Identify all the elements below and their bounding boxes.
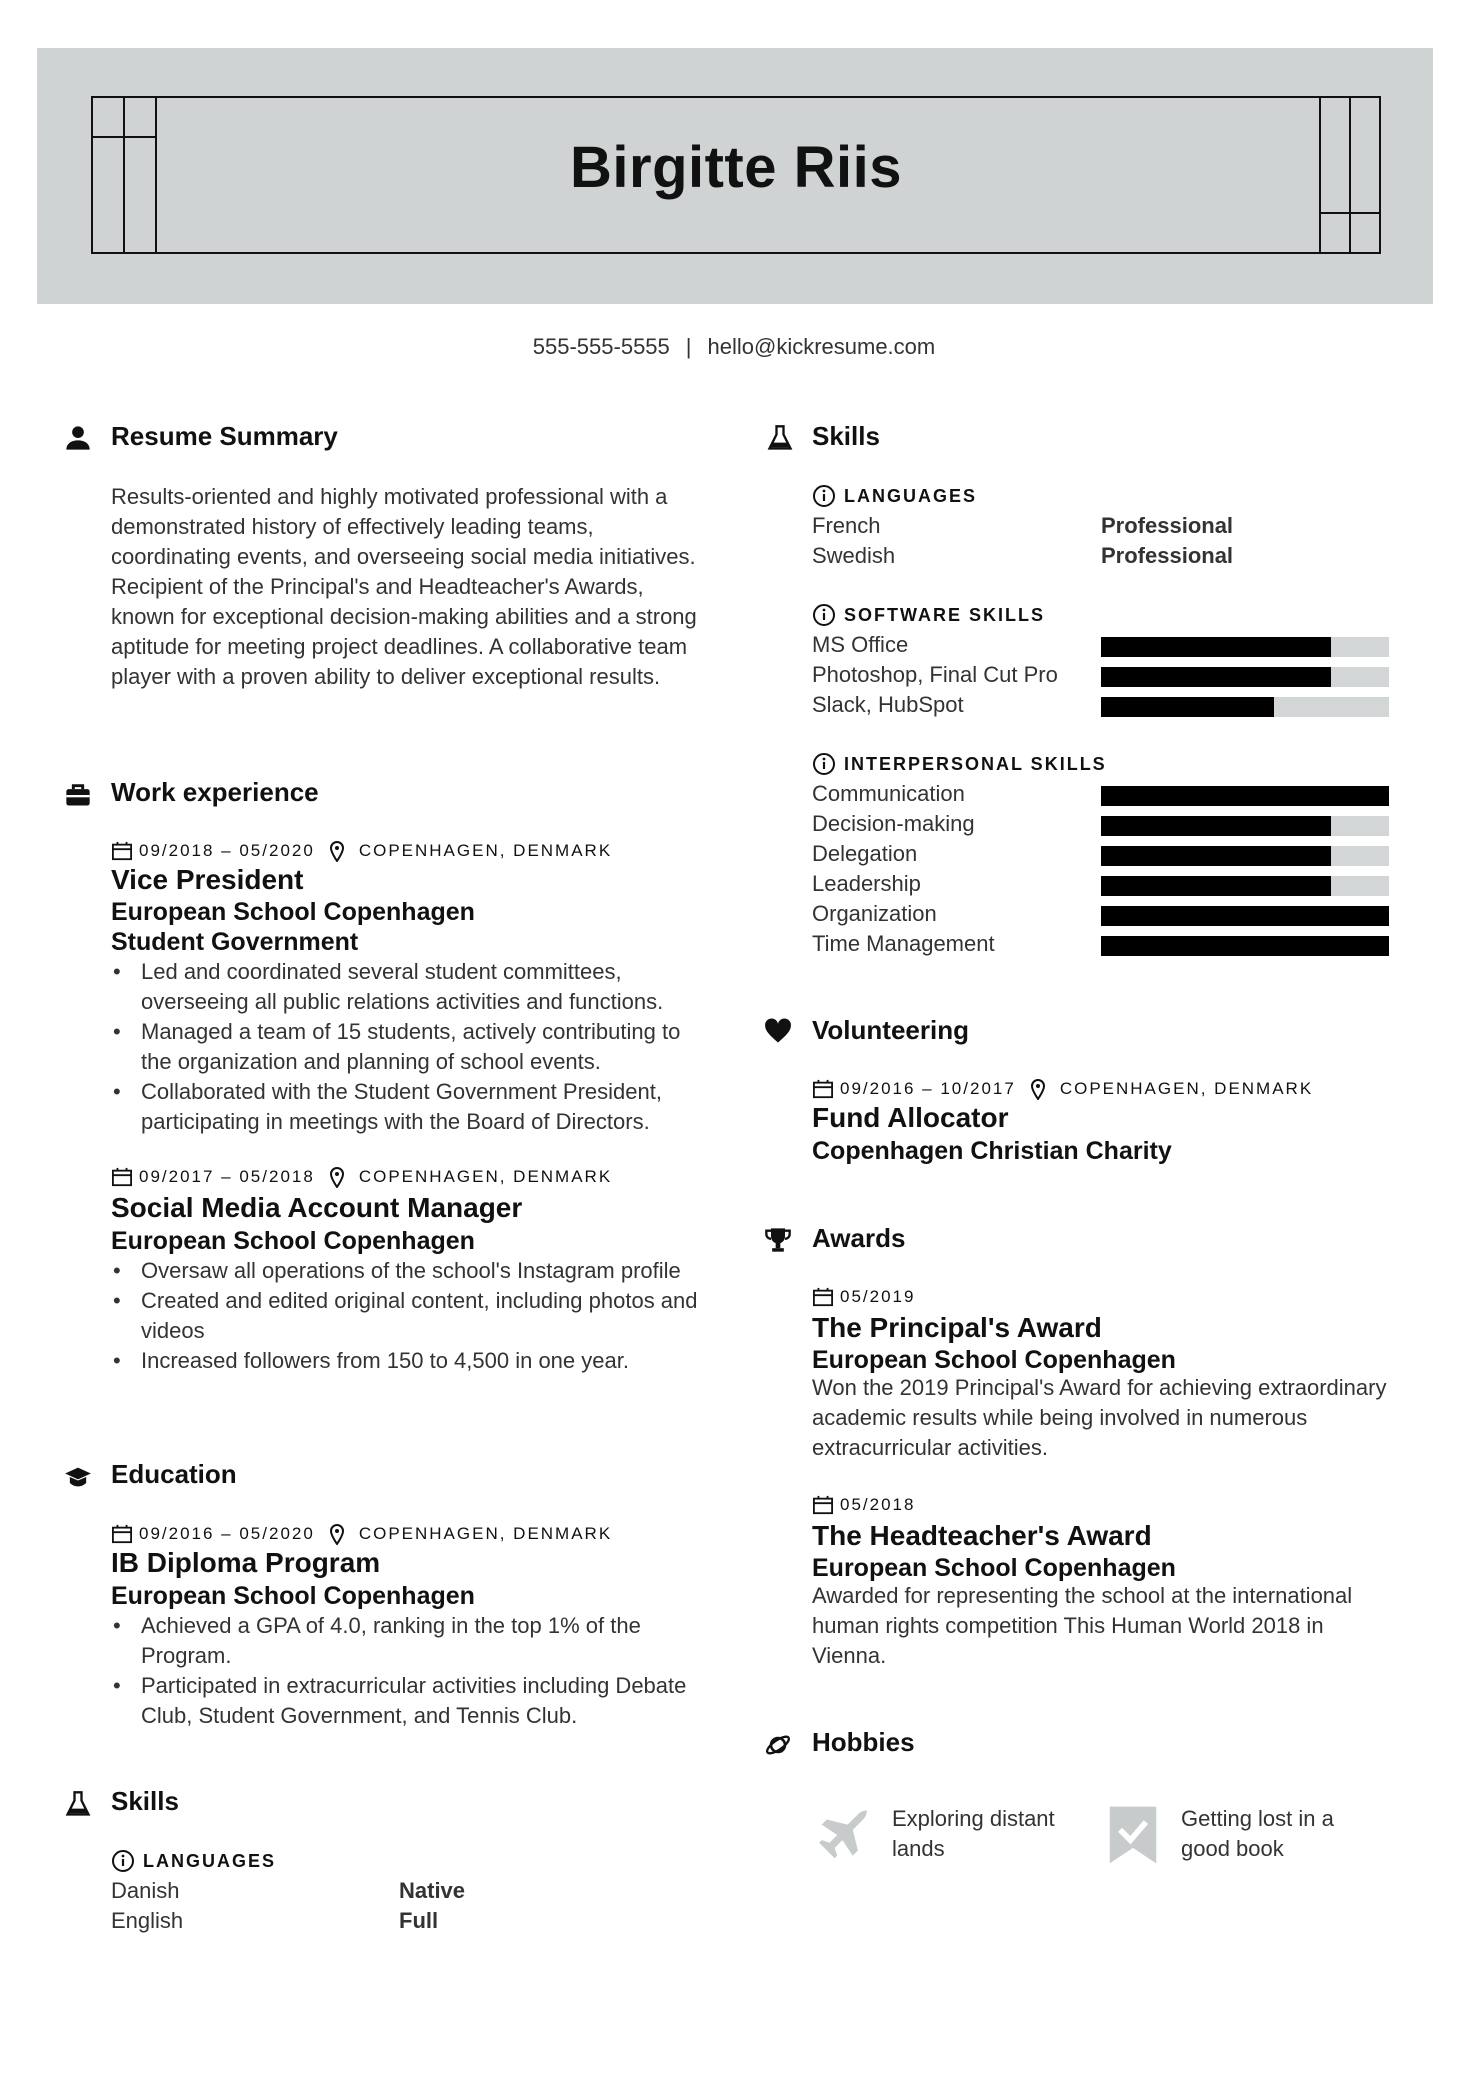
- award-description: Won the 2019 Principal's Award for achieving extraordinary academic results while being involved in numerous extracurricular activities.: [812, 1375, 1387, 1460]
- language-level: Professional: [1101, 543, 1234, 568]
- calendar-icon: [111, 1167, 133, 1187]
- list-item: • Created and edited original content, including photos and videos: [111, 1286, 701, 1346]
- calendar-icon: [111, 1524, 133, 1544]
- job-bullets: [111, 1256, 701, 1376]
- summary-title: Resume Summary: [111, 421, 338, 451]
- hobby-text: Exploring distant lands: [892, 1806, 1055, 1861]
- education-meta: [111, 1523, 612, 1545]
- volunteering-location: COPENHAGEN, DENMARK: [1059, 1079, 1314, 1098]
- award-date: 05/2019: [840, 1287, 916, 1306]
- skill-bar: [1101, 936, 1389, 956]
- info-icon: [812, 484, 836, 508]
- award-org: European School Copenhagen: [812, 1346, 1176, 1374]
- skill-name: Slack, HubSpot: [812, 692, 964, 717]
- location-icon: [329, 1523, 345, 1545]
- header-banner: [37, 48, 1433, 304]
- calendar-icon: [812, 1495, 834, 1515]
- award-meta: [812, 1495, 915, 1515]
- award-meta: [812, 1287, 915, 1307]
- education-bullets: [111, 1611, 701, 1731]
- skill-bar: [1101, 876, 1389, 896]
- job-bullets: [111, 957, 701, 1137]
- location-icon: [329, 1166, 345, 1188]
- skill-bar-fill: [1101, 846, 1331, 866]
- volunteering-org: Copenhagen Christian Charity: [812, 1137, 1172, 1165]
- skill-bar: [1101, 697, 1389, 717]
- languages-label: LANGUAGES: [143, 1850, 277, 1871]
- education-program: IB Diploma Program: [111, 1547, 381, 1578]
- frame-line: [1319, 212, 1381, 214]
- skill-name: Decision-making: [812, 811, 975, 836]
- person-icon: [64, 424, 92, 452]
- info-icon: [812, 752, 836, 776]
- interpersonal-heading: [812, 752, 1107, 776]
- education-title: Education: [111, 1459, 237, 1489]
- education-location: COPENHAGEN, DENMARK: [358, 1524, 613, 1543]
- languages-heading: [111, 1849, 276, 1873]
- skill-name: Delegation: [812, 841, 918, 866]
- skill-name: Photoshop, Final Cut Pro: [812, 662, 1058, 687]
- calendar-icon: [812, 1287, 834, 1307]
- skill-bar: [1101, 637, 1389, 657]
- language-name: Danish: [111, 1878, 180, 1903]
- award-name: The Headteacher's Award: [812, 1520, 1152, 1551]
- education-org: European School Copenhagen: [111, 1582, 475, 1610]
- list-item: • Oversaw all operations of the school's Instagram profile: [111, 1256, 701, 1286]
- skill-bar-fill: [1101, 876, 1331, 896]
- list-item: • Participated in extracurricular activities including Debate Club, Student Government, and Tennis Club.: [111, 1671, 701, 1731]
- award-description: Awarded for representing the school at the international human rights competition This Human World 2018 in Vienna.: [812, 1583, 1353, 1668]
- interpersonal-label: INTERPERSONAL SKILLS: [844, 753, 1107, 774]
- award-org: European School Copenhagen: [812, 1554, 1176, 1582]
- job-org: European School Copenhagen: [111, 1227, 475, 1255]
- skill-bar: [1101, 816, 1389, 836]
- phone[interactable]: 555-555-5555: [532, 334, 670, 359]
- language-level: Full: [399, 1908, 439, 1933]
- skill-bar: [1101, 846, 1389, 866]
- language-name: English: [111, 1908, 184, 1933]
- job-org: European School Copenhagen Student Government: [111, 898, 475, 956]
- job-title: Social Media Account Manager: [111, 1192, 523, 1223]
- list-item: • Collaborated with the Student Government President, participating in meetings with the Board of Directors.: [111, 1077, 701, 1137]
- trophy-icon: [764, 1226, 792, 1254]
- language-level: Professional: [1101, 513, 1234, 538]
- list-item: • Led and coordinated several student committees, overseeing all public relations activities and functions.: [111, 957, 701, 1017]
- awards-title: Awards: [812, 1223, 906, 1253]
- graduation-cap-icon: [64, 1463, 92, 1491]
- hobby-text: Getting lost in a good book: [1181, 1806, 1334, 1861]
- skills-title: Skills: [812, 421, 880, 451]
- job-dates: 09/2017 – 05/2018: [139, 1167, 315, 1186]
- job-meta: [111, 840, 612, 862]
- language-level: Native: [399, 1878, 466, 1903]
- job-location: COPENHAGEN, DENMARK: [358, 841, 613, 860]
- software-heading: [812, 603, 1045, 627]
- skill-name: Time Management: [812, 931, 995, 956]
- education-dates: 09/2016 – 05/2020: [139, 1524, 315, 1543]
- calendar-icon: [111, 841, 133, 861]
- skill-bar: [1101, 906, 1389, 926]
- skill-name: Organization: [812, 901, 937, 926]
- job-title: Vice President: [111, 864, 304, 895]
- location-icon: [329, 840, 345, 862]
- briefcase-icon: [64, 781, 92, 809]
- calendar-icon: [812, 1079, 834, 1099]
- language-name: Swedish: [812, 543, 896, 568]
- airplane-icon: [814, 1804, 876, 1866]
- header-frame: [91, 96, 1381, 254]
- candidate-name: Birgitte Riis: [570, 135, 902, 200]
- info-icon: [812, 603, 836, 627]
- job-dates: 09/2018 – 05/2020: [139, 841, 315, 860]
- skill-bar-fill: [1101, 936, 1389, 956]
- hobbies-title: Hobbies: [812, 1727, 915, 1757]
- job-meta: [111, 1166, 612, 1188]
- award-date: 05/2018: [840, 1495, 916, 1514]
- software-label: SOFTWARE SKILLS: [844, 604, 1045, 625]
- skill-name: MS Office: [812, 632, 909, 657]
- location-icon: [1030, 1078, 1046, 1100]
- info-icon: [111, 1849, 135, 1873]
- list-item: • Achieved a GPA of 4.0, ranking in the top 1% of the Program.: [111, 1611, 701, 1671]
- skills-title: Skills: [111, 1786, 179, 1816]
- planet-icon: [764, 1731, 792, 1759]
- skill-bar-fill: [1101, 637, 1331, 657]
- contact-separator: |: [685, 334, 692, 359]
- languages-label: LANGUAGES: [844, 485, 978, 506]
- work-title: Work experience: [111, 777, 319, 807]
- list-item: • Increased followers from 150 to 4,500 in one year.: [111, 1346, 701, 1376]
- skill-bar-fill: [1101, 697, 1274, 717]
- contact-line: [0, 334, 1468, 360]
- flask-icon: [766, 424, 794, 452]
- list-item: • Managed a team of 15 students, actively contributing to the organization and planning of school events.: [111, 1017, 701, 1077]
- skill-bar: [1101, 786, 1389, 806]
- skill-bar: [1101, 667, 1389, 687]
- summary-text: Results-oriented and highly motivated professional with a demonstrated history of effectively leading teams, coordinating events, and overseeing social media initiatives. Recipient of the Principal's and Headteacher's Awards, known for exceptional decision-making abilities and a strong aptitude for meeting project deadlines. A collaborative team player with a proven ability to deliver exceptional results.: [111, 484, 697, 689]
- skill-bar-fill: [1101, 906, 1389, 926]
- volunteering-meta: [812, 1078, 1313, 1100]
- skill-bar-fill: [1101, 786, 1389, 806]
- languages-heading: [812, 484, 977, 508]
- book-icon: [1106, 1804, 1160, 1866]
- skill-bar-fill: [1101, 816, 1331, 836]
- award-name: The Principal's Award: [812, 1312, 1102, 1343]
- skill-name: Leadership: [812, 871, 921, 896]
- volunteering-dates: 09/2016 – 10/2017: [840, 1079, 1016, 1098]
- volunteering-title: Volunteering: [812, 1015, 969, 1045]
- volunteering-role: Fund Allocator: [812, 1102, 1009, 1133]
- email[interactable]: hello@kickresume.com: [707, 334, 936, 359]
- job-location: COPENHAGEN, DENMARK: [358, 1167, 613, 1186]
- skill-name: Communication: [812, 781, 965, 806]
- heart-icon: [764, 1018, 792, 1046]
- skill-bar-fill: [1101, 667, 1331, 687]
- flask-icon: [64, 1790, 92, 1818]
- language-name: French: [812, 513, 881, 538]
